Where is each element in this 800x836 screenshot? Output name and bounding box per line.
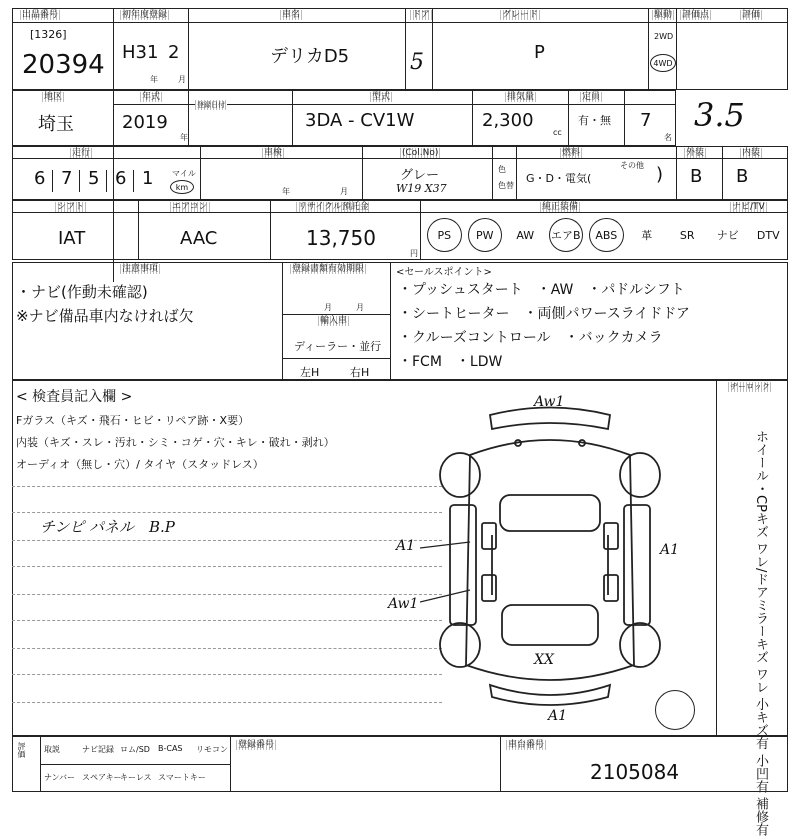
region-value: 埼玉 bbox=[38, 114, 74, 135]
rating-value: 3.5 bbox=[694, 96, 745, 134]
mileage-digit: 7 bbox=[61, 168, 73, 189]
damage-right: A1 bbox=[660, 542, 680, 558]
inspector-line: Fガラス（キズ・飛石・ヒビ・リペア跡・X要） bbox=[16, 414, 250, 427]
sales-point: ・シートヒーター ・両側パワースライドドア bbox=[398, 306, 690, 322]
label-exterior: 外装 bbox=[686, 148, 705, 158]
shift-value: IAT bbox=[58, 228, 86, 249]
label-rating-title: 評価点 bbox=[682, 10, 710, 20]
inspector-lines bbox=[16, 410, 335, 476]
equipment-option: PW bbox=[468, 218, 503, 252]
lot-number: [1326] bbox=[30, 28, 67, 41]
accessory-label: ロム/SD bbox=[120, 745, 150, 754]
mileage-digit: 6 bbox=[34, 168, 46, 189]
import-dealer: ディーラー・並行 bbox=[294, 340, 382, 353]
label-mileage: 走行 bbox=[72, 148, 91, 158]
label-notes: 注意事項 bbox=[122, 264, 159, 274]
label-drive: 駆動 bbox=[654, 10, 673, 20]
label-repaint: 色替 bbox=[498, 181, 514, 190]
mileage-km: km bbox=[170, 180, 194, 194]
inspector-handwritten: チンピ パネル B.P bbox=[40, 518, 175, 536]
sales-points-list bbox=[398, 278, 690, 374]
model-year-value: 2019 bbox=[122, 112, 168, 133]
mileage-digit: 1 bbox=[142, 168, 154, 189]
mileage-digit: 6 bbox=[115, 168, 127, 189]
label-interior: 内装 bbox=[742, 148, 761, 158]
label-color-small: 色 bbox=[498, 165, 506, 174]
label-reg-date: 登録日付 bbox=[197, 101, 225, 109]
label-stock-no: 出品番号 bbox=[22, 10, 59, 20]
equipment-option: ナビ bbox=[716, 229, 739, 242]
aircon-value: AAC bbox=[180, 228, 218, 249]
label-inspection: 車検 bbox=[264, 148, 283, 158]
reg-year-unit: 年 bbox=[150, 75, 158, 84]
sales-point: ・プッシュスタート ・AW ・パドルシフト bbox=[398, 282, 685, 298]
damage-left-front: A1 bbox=[396, 538, 416, 554]
sales-point: ・クルーズコントロール ・バックカメラ bbox=[398, 330, 663, 346]
fuel-close: ) bbox=[656, 164, 664, 185]
reg-month: 2 bbox=[168, 42, 180, 63]
mileage-digit-separator bbox=[52, 170, 53, 192]
mileage-digit: 5 bbox=[88, 168, 100, 189]
accessory-label: B-CAS bbox=[158, 744, 183, 753]
capacity-value: 7 bbox=[640, 110, 652, 131]
label-area: 地区 bbox=[44, 92, 63, 102]
drive-4wd: 4WD bbox=[650, 54, 676, 72]
recycle-value: 13,750 bbox=[306, 226, 376, 250]
accessory-label: スマートキー bbox=[158, 773, 206, 782]
label-chassis-no: 車台番号 bbox=[508, 740, 545, 750]
note-item: ※ナビ備品車内なければ欠 bbox=[16, 307, 194, 325]
grade-value: P bbox=[534, 42, 545, 63]
inspector-title: < 検査員記入欄 > bbox=[16, 389, 133, 405]
fuel-other: その他 bbox=[620, 161, 644, 170]
reg-month-unit: 月 bbox=[178, 75, 186, 84]
inspector-line: オーディオ（無し・穴）/ タイヤ（スタッドレス） bbox=[16, 458, 264, 471]
equipment-option: DTV bbox=[756, 228, 780, 242]
label-car-name: 車名 bbox=[282, 10, 301, 20]
label-capacity: 定員 bbox=[582, 92, 601, 102]
reg-doc-day: 月 bbox=[356, 303, 364, 312]
reg-era-year: H31 bbox=[122, 42, 159, 63]
label-sales-points: <セールスポイント> bbox=[396, 267, 492, 278]
label-reg-doc: 登録書類有効期限 bbox=[292, 264, 365, 274]
capacity-unit: 名 bbox=[664, 133, 672, 142]
side-note: ホイール・CPキズ ワレ/ドアミラーキズ ワレ 小キズ有 小凹有 補修有 bbox=[753, 430, 768, 836]
label-color: (Col.No) bbox=[402, 148, 439, 158]
equipment-option: AW bbox=[516, 228, 535, 242]
model-year-unit: 年 bbox=[180, 133, 188, 142]
fuel-cap-circle bbox=[655, 690, 695, 730]
label-accessories: 評価 bbox=[17, 742, 26, 758]
label-reg-no: 登録番号 bbox=[238, 740, 275, 750]
label-fuel: 燃料 bbox=[562, 148, 581, 158]
recycle-unit: 円 bbox=[410, 249, 418, 258]
label-displacement: 排気量 bbox=[507, 92, 535, 102]
mileage-digit-separator bbox=[133, 170, 134, 192]
inspection-year-unit: 年 bbox=[282, 187, 290, 196]
label-evaluation: 評価 bbox=[742, 10, 761, 20]
equipment-option: 革 bbox=[641, 229, 653, 242]
cc-unit: cc bbox=[553, 128, 562, 137]
accessory-label: 取説 bbox=[44, 745, 60, 754]
car-name: デリカD5 bbox=[270, 46, 350, 67]
label-model-type: 型式 bbox=[372, 92, 391, 102]
import-right: 右H bbox=[350, 366, 370, 379]
exterior-grade: B bbox=[690, 166, 703, 187]
mileage-digit-separator bbox=[106, 170, 107, 192]
equipment-option: ABS bbox=[589, 218, 624, 252]
notes-list bbox=[16, 280, 194, 328]
displacement-value: 2,300 bbox=[482, 110, 534, 131]
label-aircon: エアコン bbox=[172, 202, 208, 212]
damage-rear-center: XX bbox=[534, 652, 554, 668]
drive-2wd: 2WD bbox=[654, 32, 674, 41]
label-model-year: 年式 bbox=[142, 92, 161, 102]
mileage-digit-separator bbox=[79, 170, 80, 192]
mileage-mile: マイル bbox=[172, 169, 196, 178]
label-first-reg: 初年度登録 bbox=[122, 10, 168, 20]
import-left: 左H bbox=[300, 366, 320, 379]
label-shift: シフト bbox=[57, 202, 85, 212]
equipment-option: PS bbox=[427, 218, 462, 252]
label-import: 輸入車 bbox=[320, 316, 348, 326]
interior-grade: B bbox=[736, 166, 749, 187]
damage-front: Aw1 bbox=[534, 394, 565, 410]
equipment-option: エアB bbox=[549, 218, 584, 252]
color-code: W19 X37 bbox=[396, 182, 447, 195]
accessory-label: ナビ記録 bbox=[82, 745, 114, 754]
label-navi-tv: ナビ/TV bbox=[732, 202, 765, 212]
label-equipment: 純正装備 bbox=[542, 202, 579, 212]
chassis-number: 2105084 bbox=[590, 760, 680, 784]
drawing-label: ヂーロック bbox=[730, 382, 770, 391]
inspection-month-unit: 月 bbox=[340, 187, 348, 196]
fuel-codes: G・D・電気( bbox=[526, 172, 592, 185]
damage-left-rear: Aw1 bbox=[388, 596, 419, 612]
model-type-value: 3DA - CV1W bbox=[305, 110, 415, 131]
note-item: ・ナビ(作動未確認) bbox=[16, 283, 148, 301]
reg-doc-month: 月 bbox=[324, 303, 332, 312]
doors-value: 5 bbox=[410, 50, 424, 75]
label-doors: ドア bbox=[412, 10, 430, 20]
color-value: グレー bbox=[400, 168, 440, 183]
stock-number: 20394 bbox=[22, 50, 105, 80]
accessory-label: キーレス bbox=[120, 773, 152, 782]
fuel-exists: 有・無 bbox=[578, 114, 611, 127]
label-grade: グレード bbox=[502, 10, 539, 20]
sales-point: ・FCM ・LDW bbox=[398, 354, 503, 370]
label-recycle: リサイクル預託金 bbox=[298, 202, 369, 212]
equipment-option: SR bbox=[679, 228, 695, 242]
damage-leader-lines bbox=[420, 540, 480, 610]
accessory-label: リモコン bbox=[196, 745, 228, 754]
damage-rear: A1 bbox=[548, 708, 568, 724]
accessory-label: スペアキー bbox=[82, 773, 122, 782]
inspector-line: 内装（キズ・スレ・汚れ・シミ・コゲ・穴・キレ・破れ・剥れ） bbox=[16, 436, 335, 449]
accessory-label: ナンバー bbox=[44, 773, 76, 782]
